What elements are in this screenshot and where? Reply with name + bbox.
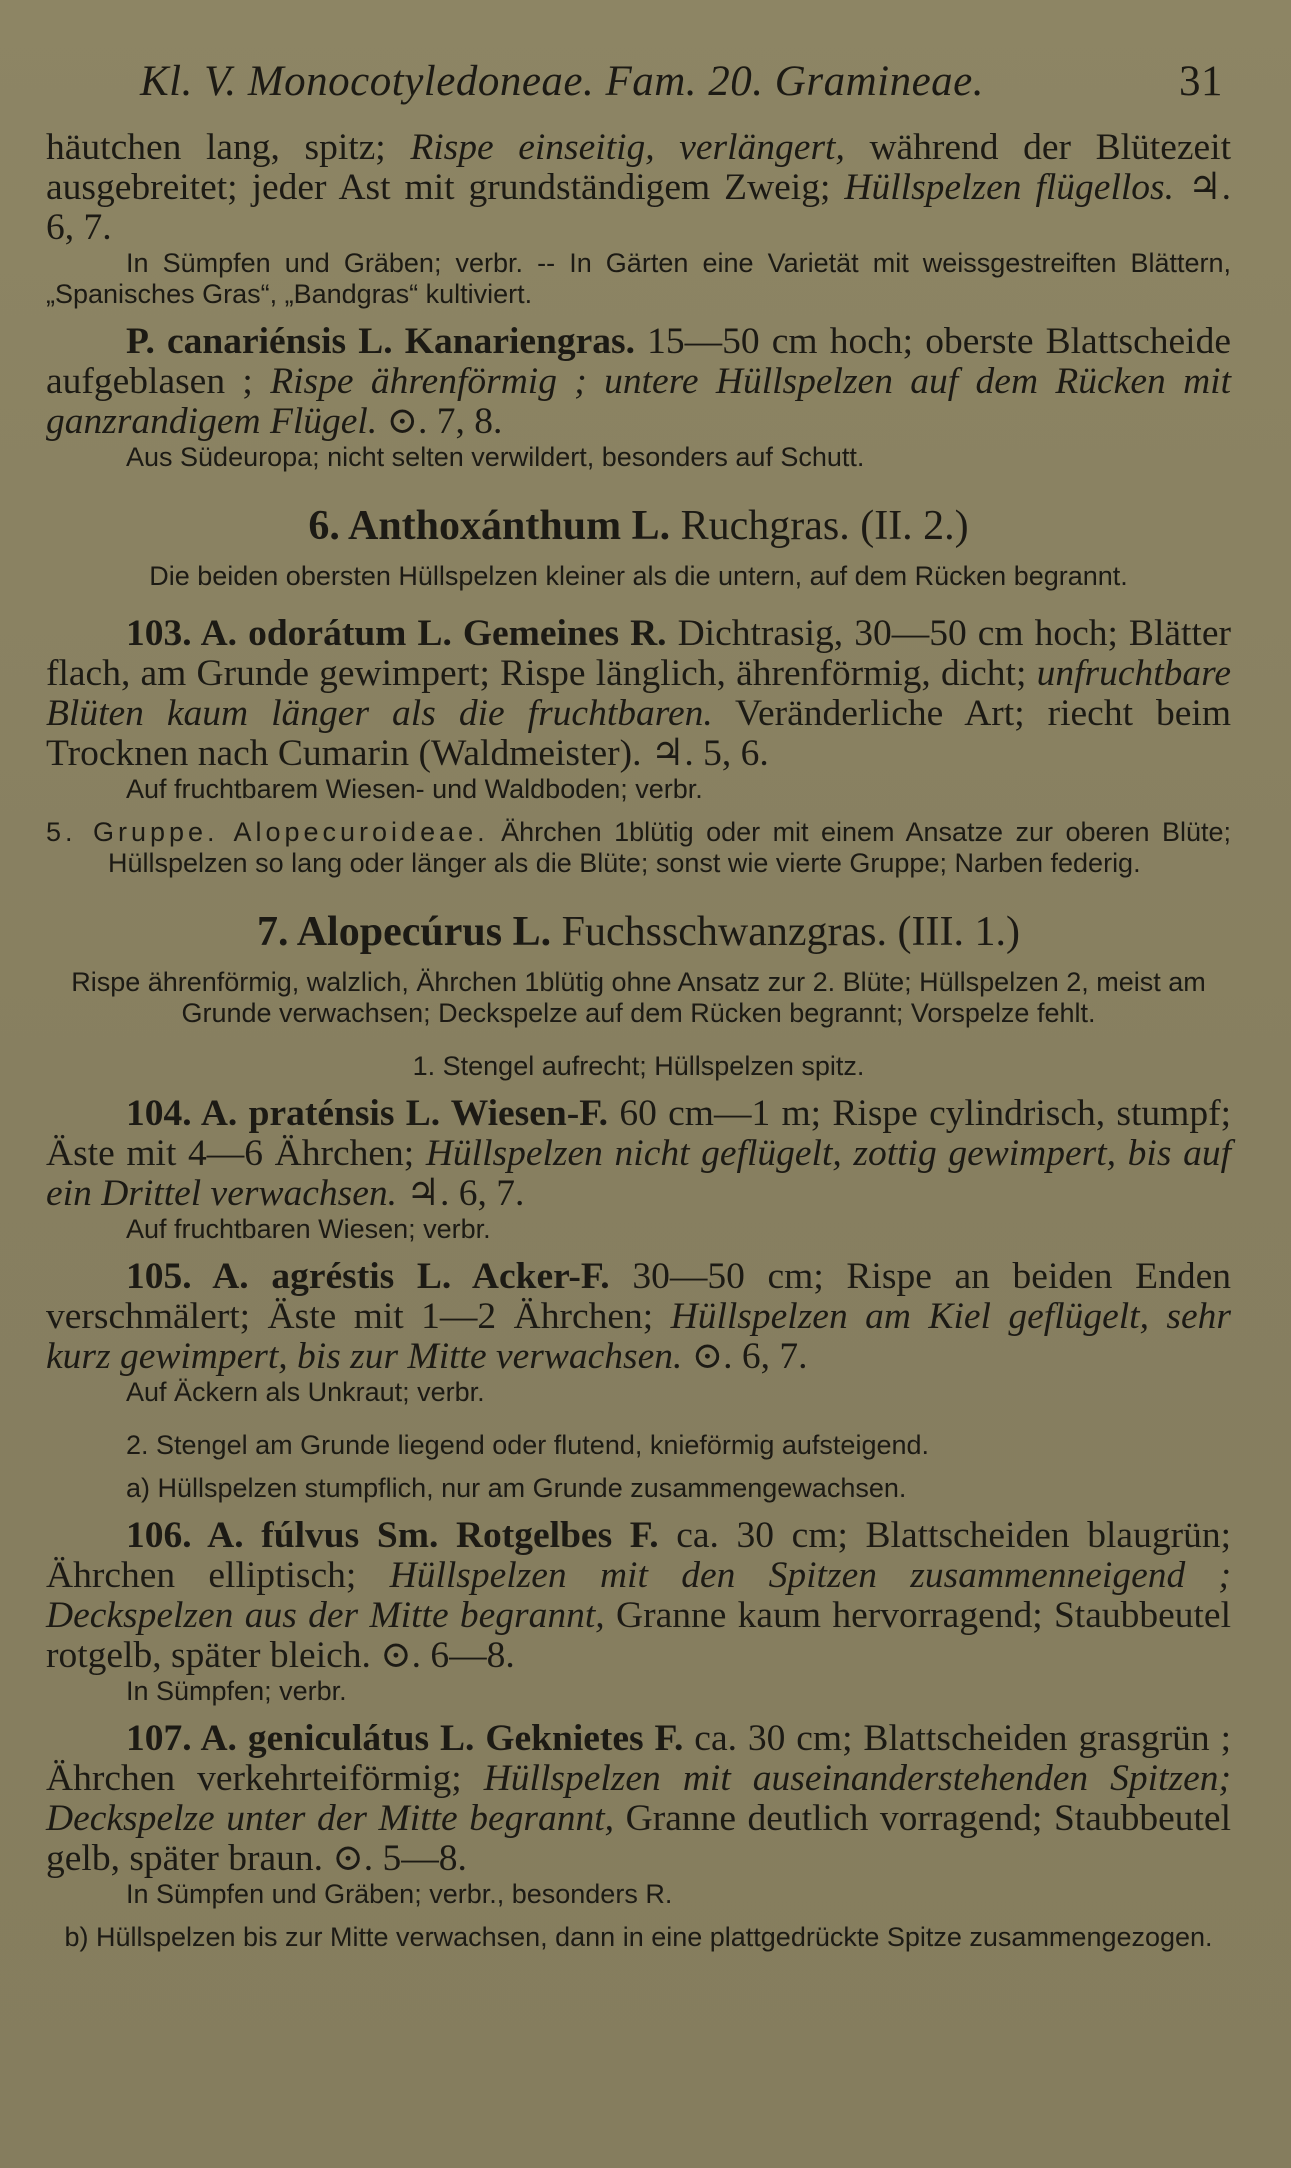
text-run: ♃. 6, 7. bbox=[396, 1173, 525, 1214]
text-run: häutchen lang, spitz; bbox=[46, 127, 411, 168]
key-line: 1. Stengel aufrecht; Hüllspelzen spitz. bbox=[412, 1051, 865, 1081]
species-entry-canariensis bbox=[46, 322, 1231, 442]
habitat-note: Auf fruchtbarem Wiesen- und Waldboden; verbr. bbox=[126, 774, 703, 804]
genus-heading bbox=[46, 501, 1231, 551]
species-name: 107. A. geniculátus L. Geknietes F. bbox=[126, 1718, 684, 1759]
italic-run: Rispe einseitig, verlängert, bbox=[410, 127, 845, 168]
page-number: 31 bbox=[1179, 58, 1223, 105]
genus-name: 6. Anthoxánthum L. bbox=[308, 503, 671, 549]
italic-run: unfruchtbare Blüten kaum länger als die fruchtbaren. bbox=[46, 653, 1231, 734]
italic-run: Hüllspelzen nicht geflügelt, zottig gewimpert, bis auf ein Drittel verwachsen. bbox=[46, 1133, 1231, 1214]
text-run: Granne deutlich vorragend; Staubbeutel gelb, später braun. ⊙. 5—8. bbox=[46, 1798, 1231, 1879]
species-name: 105. A. agréstis L. Acker-F. bbox=[126, 1256, 610, 1297]
species-name: 104. A. praténsis L. Wiesen-F. bbox=[126, 1093, 609, 1134]
species-entry-104 bbox=[46, 1094, 1231, 1214]
text-run: Ährchen 1blütig oder mit einem Ansatze zur oberen Blüte; Hüllspelzen so lang oder länger als die Blüte; sonst wie vierte Gruppe; Narben federig. bbox=[108, 817, 1232, 878]
species-name: 106. A. fúlvus Sm. Rotgelbes F. bbox=[126, 1515, 659, 1556]
habitat-note: Auf fruchtbaren Wiesen; verbr. bbox=[126, 1214, 491, 1244]
species-name: P. canariénsis L. Kanariengras. bbox=[126, 321, 636, 362]
habitat-note: In Sümpfen und Gräben; verbr., besonders R. bbox=[126, 1879, 673, 1909]
running-header bbox=[46, 56, 1231, 108]
species-name: 103. A. odorátum L. Gemeines R. bbox=[126, 613, 667, 654]
key-line: a) Hüllspelzen stumpflich, nur am Grunde zusammengewachsen. bbox=[126, 1473, 907, 1503]
habitat-note: In Sümpfen; verbr. bbox=[126, 1676, 347, 1706]
text-run: Granne kaum hervorragend; Staubbeutel rotgelb, später bleich. ⊙. 6—8. bbox=[46, 1595, 1231, 1676]
genus-name: 7. Alopecúrus L. bbox=[257, 909, 552, 955]
text-run: ♃. 6, 7. bbox=[46, 167, 1232, 248]
habitat-note: In Sümpfen und Gräben; verbr. -- In Gärten eine Varietät mit weissgestreiften Blättern, „Spanisches Gras“, „Bandgras“ kultiviert. bbox=[46, 248, 1231, 309]
species-entry-106 bbox=[46, 1516, 1231, 1676]
header-title: Kl. V. Monocotyledoneae. Fam. 20. Gramineae. bbox=[140, 58, 985, 105]
genus-heading bbox=[46, 907, 1231, 957]
key-line: b) Hüllspelzen bis zur Mitte verwachsen, dann in eine plattgedrückte Spitze zusammengezogen. bbox=[64, 1922, 1213, 1952]
text-run: ⊙. 7, 8. bbox=[377, 401, 503, 442]
italic-run: Hüllspelzen mit den Spitzen zusammenneigend ; Deckspelzen aus der Mitte begrannt, bbox=[46, 1555, 1231, 1636]
text-run: Veränderliche Art; riecht beim Trocknen nach Cumarin (Waldmeister). ♃. 5, 6. bbox=[46, 693, 1231, 774]
group-title: 5. Gruppe. Alopecuroideae. bbox=[46, 817, 489, 847]
text-run: 60 cm—1 m; Rispe cylindrisch, stumpf; Äste mit 4—6 Ährchen; bbox=[46, 1093, 1231, 1174]
genus-common-name: Ruchgras. (II. 2.) bbox=[670, 503, 969, 549]
species-entry-105 bbox=[46, 1257, 1231, 1377]
text-run: während der Blütezeit ausgebreitet; jeder Ast mit grundständigem Zweig; bbox=[46, 127, 1231, 208]
text-run: ca. 30 cm; Blattscheiden grasgrün ; Ährchen verkehrteiförmig; bbox=[46, 1718, 1231, 1799]
species-entry-103 bbox=[46, 614, 1231, 774]
text-run: 30—50 cm; Rispe an beiden Enden verschmälert; Äste mit 1—2 Ährchen; bbox=[46, 1256, 1231, 1337]
italic-run: Hüllspelzen mit auseinanderstehenden Spitzen; Deckspelze unter der Mitte begrannt, bbox=[46, 1758, 1231, 1839]
continued-entry-text bbox=[46, 128, 1231, 248]
text-run: ⊙. 6, 7. bbox=[682, 1336, 808, 1377]
key-line: 2. Stengel am Grunde liegend oder flutend, knieförmig aufsteigend. bbox=[126, 1430, 930, 1460]
species-entry-107 bbox=[46, 1719, 1231, 1879]
habitat-note: Auf Äckern als Unkraut; verbr. bbox=[126, 1377, 485, 1407]
genus-common-name: Fuchsschwanzgras. (III. 1.) bbox=[551, 909, 1020, 955]
text-run: Dichtrasig, 30—50 cm hoch; Blätter flach, am Grunde gewimpert; Rispe länglich, ährenförmig, dicht; bbox=[46, 613, 1231, 694]
text-run: 15—50 cm hoch; oberste Blattscheide aufgeblasen ; bbox=[46, 321, 1231, 402]
habitat-note: Aus Südeuropa; nicht selten verwildert, besonders auf Schutt. bbox=[126, 442, 865, 472]
group-description bbox=[46, 817, 1231, 879]
italic-run: Hüllspelzen flügellos. bbox=[844, 167, 1175, 208]
text-run: ca. 30 cm; Blattscheiden blaugrün; Ährchen elliptisch; bbox=[46, 1515, 1231, 1596]
italic-run: Hüllspelzen am Kiel geflügelt, sehr kurz gewimpert, bis zur Mitte verwachsen. bbox=[46, 1296, 1232, 1377]
genus-description: Die beiden obersten Hüllspelzen kleiner als die untern, auf dem Rücken begrannt. bbox=[149, 561, 1128, 591]
genus-description: Rispe ährenförmig, walzlich, Ährchen 1blütig ohne Ansatz zur 2. Blüte; Hüllspelzen 2, meist am Grunde verwachsen; Deckspelze auf dem Rücken begrannt; Vorspelze fehlt. bbox=[71, 967, 1206, 1028]
italic-run: Rispe ährenförmig ; untere Hüllspelzen auf dem Rücken mit ganzrandigem Flügel. bbox=[46, 361, 1231, 442]
